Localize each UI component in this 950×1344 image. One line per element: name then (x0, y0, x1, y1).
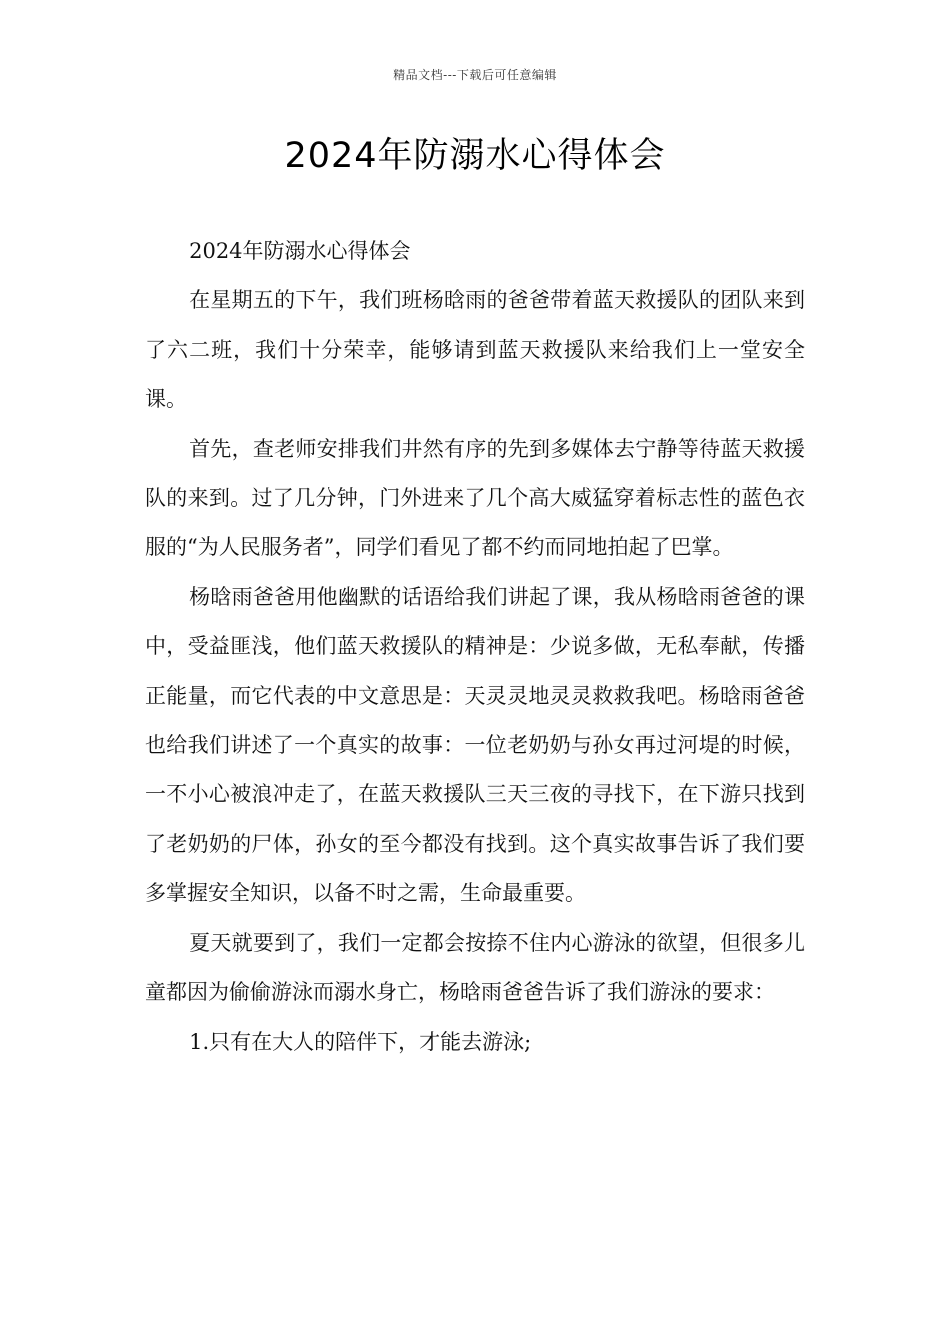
list-item: 1.只有在大人的陪伴下，才能去游泳; (189, 1029, 532, 1054)
paragraph: 杨晗雨爸爸用他幽默的话语给我们讲起了课，我从杨晗雨爸爸的课中，受益匪浅，他们蓝天救援队的精神是：少说多做，无私奉献，传播正能量，而它代表的中文意思是：天灵灵地灵灵救救我吧。杨晗雨爸爸也给我们讲述了一个真实的故事：一位老奶奶与孙女再过河堤的时候，一不小心被浪冲走了，在蓝天救援队三天三夜的寻找下，在下游只找到了老奶奶的尸体，孙女的至今都没有找到。这个真实故事告诉了我们要多掌握安全知识，以备不时之需，生命最重要。 (145, 584, 805, 906)
document-title: 2024年防溺水心得体会 (284, 136, 666, 176)
paragraph: 首先，查老师安排我们井然有序的先到多媒体去宁静等待蓝天救援队的来到。过了几分钟，门外进来了几个高大威猛穿着标志性的蓝色衣服的“为人民服务者”，同学们看见了都不约而同地拍起了巴掌。 (145, 436, 805, 560)
document-body (145, 227, 805, 1067)
paragraph: 夏天就要到了，我们一定都会按捺不住内心游泳的欲望，但很多儿童都因为偷偷游泳而溺水身亡，杨晗雨爸爸告诉了我们游泳的要求： (145, 930, 805, 1005)
paragraph: 在星期五的下午，我们班杨晗雨的爸爸带着蓝天救援队的团队来到了六二班，我们十分荣幸，能够请到蓝天救援队来给我们上一堂安全课。 (145, 288, 805, 412)
header-note: 精品文档---下载后可任意编辑 (393, 68, 557, 82)
paragraph-subtitle: 2024年防溺水心得体会 (189, 239, 411, 263)
